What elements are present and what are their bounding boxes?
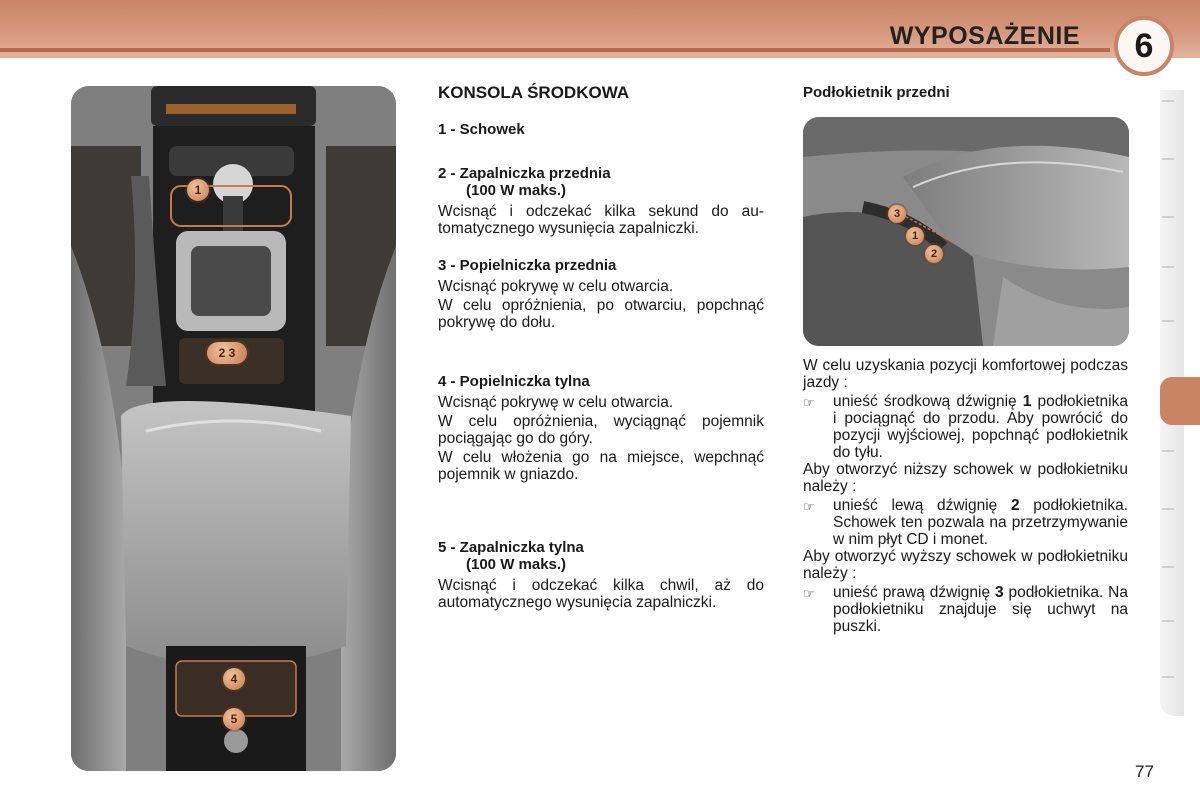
armrest-heading: Podłokietnik przedni <box>803 84 950 101</box>
item-text: W celu opróżnienia, po otwarciu, popchnąć pokrywę do dołu. <box>438 297 764 331</box>
tab-tick <box>1162 320 1174 322</box>
armrest-marker-3: 3 <box>888 205 906 223</box>
hand-pointer-icon: ☞ <box>803 395 815 410</box>
tab-tick <box>1162 620 1174 622</box>
bullet-item: ☞ unieść prawą dźwignię 3 podłokietnika. Na podłokietniku znajduje się uchwyt na puszki. <box>803 584 1128 635</box>
active-chapter-tab[interactable] <box>1160 377 1200 425</box>
item-title-2: 2 - Zapalniczka przednia (100 W maks.) <box>438 165 611 199</box>
item-text: W celu włożenia go na miejsce, wepchnąć pojemnik w gniazdo. <box>438 449 764 483</box>
tab-tick <box>1162 450 1174 452</box>
bullet-item: ☞ unieść środkową dźwignię 1 podłokietnika i pociągnąć do przodu. Aby powrócić do pozycji wyjściowej, popchnąć podłokietnik do tyłu. <box>803 393 1128 461</box>
callout-marker-1: 1 <box>187 179 209 201</box>
item-title-4: 4 - Popielniczka tylna <box>438 373 590 390</box>
hand-pointer-icon: ☞ <box>803 499 815 514</box>
tab-tick <box>1162 266 1174 268</box>
chapter-title: WYPOSAŻENIE <box>889 22 1080 50</box>
item-text: W celu opróżnienia, wyciągnąć pojemnik pociągając go do góry. <box>438 413 764 447</box>
item-text: Wcisnąć pokrywę w celu otwarcia. <box>438 278 674 295</box>
armrest-intro: W celu uzyskania pozycji komfortowej podczas jazdy : <box>803 357 1128 391</box>
tab-tick <box>1162 508 1174 510</box>
armrest-heading-block <box>803 84 1128 101</box>
callout-marker-5: 5 <box>223 708 245 730</box>
tab-tick <box>1162 158 1174 160</box>
upper-storage-intro: Aby otworzyć wyższy schowek w podłokietniku należy : <box>803 548 1128 582</box>
item-title-1: 1 - Schowek <box>438 121 525 138</box>
tab-tick <box>1162 676 1174 678</box>
tab-tick <box>1162 216 1174 218</box>
armrest-marker-2: 2 <box>925 245 943 263</box>
center-console-photo <box>71 86 396 771</box>
callout-marker-2-3: 2 3 <box>207 342 247 364</box>
front-armrest-illustration <box>803 117 1129 346</box>
armrest-description <box>803 357 1128 635</box>
item-title-3: 3 - Popielniczka przednia <box>438 257 617 274</box>
section-heading: KONSOLA ŚRODKOWA <box>438 83 630 102</box>
item-text: Wcisnąć pokrywę w celu otwarcia. <box>438 394 674 411</box>
item-text: Wcisnąć i odczekać kilka sekund do automatycznego wysunięcia zapalniczki. <box>438 203 764 237</box>
armrest-marker-1: 1 <box>906 227 924 245</box>
tab-tick <box>1162 100 1174 102</box>
bullet-item: ☞ unieść lewą dźwignię 2 podłokietnika. Schowek ten pozwala na przetrzymywanie w nim płyt CD i monet. <box>803 497 1128 548</box>
item-text: Wcisnąć i odczekać kilka chwil, aż do automatycznego wysunięcia zapalniczki. <box>438 577 764 611</box>
hand-pointer-icon: ☞ <box>803 586 815 601</box>
tab-tick <box>1162 566 1174 568</box>
chapter-number-badge: 6 <box>1114 16 1174 76</box>
front-armrest-photo <box>803 117 1129 346</box>
page-number: 77 <box>1135 762 1154 781</box>
item-title-5: 5 - Zapalniczka tylna (100 W maks.) <box>438 539 584 573</box>
lower-storage-intro: Aby otworzyć niższy schowek w podłokietniku należy : <box>803 461 1128 495</box>
callout-marker-4: 4 <box>223 668 245 690</box>
console-description-column <box>438 84 764 613</box>
